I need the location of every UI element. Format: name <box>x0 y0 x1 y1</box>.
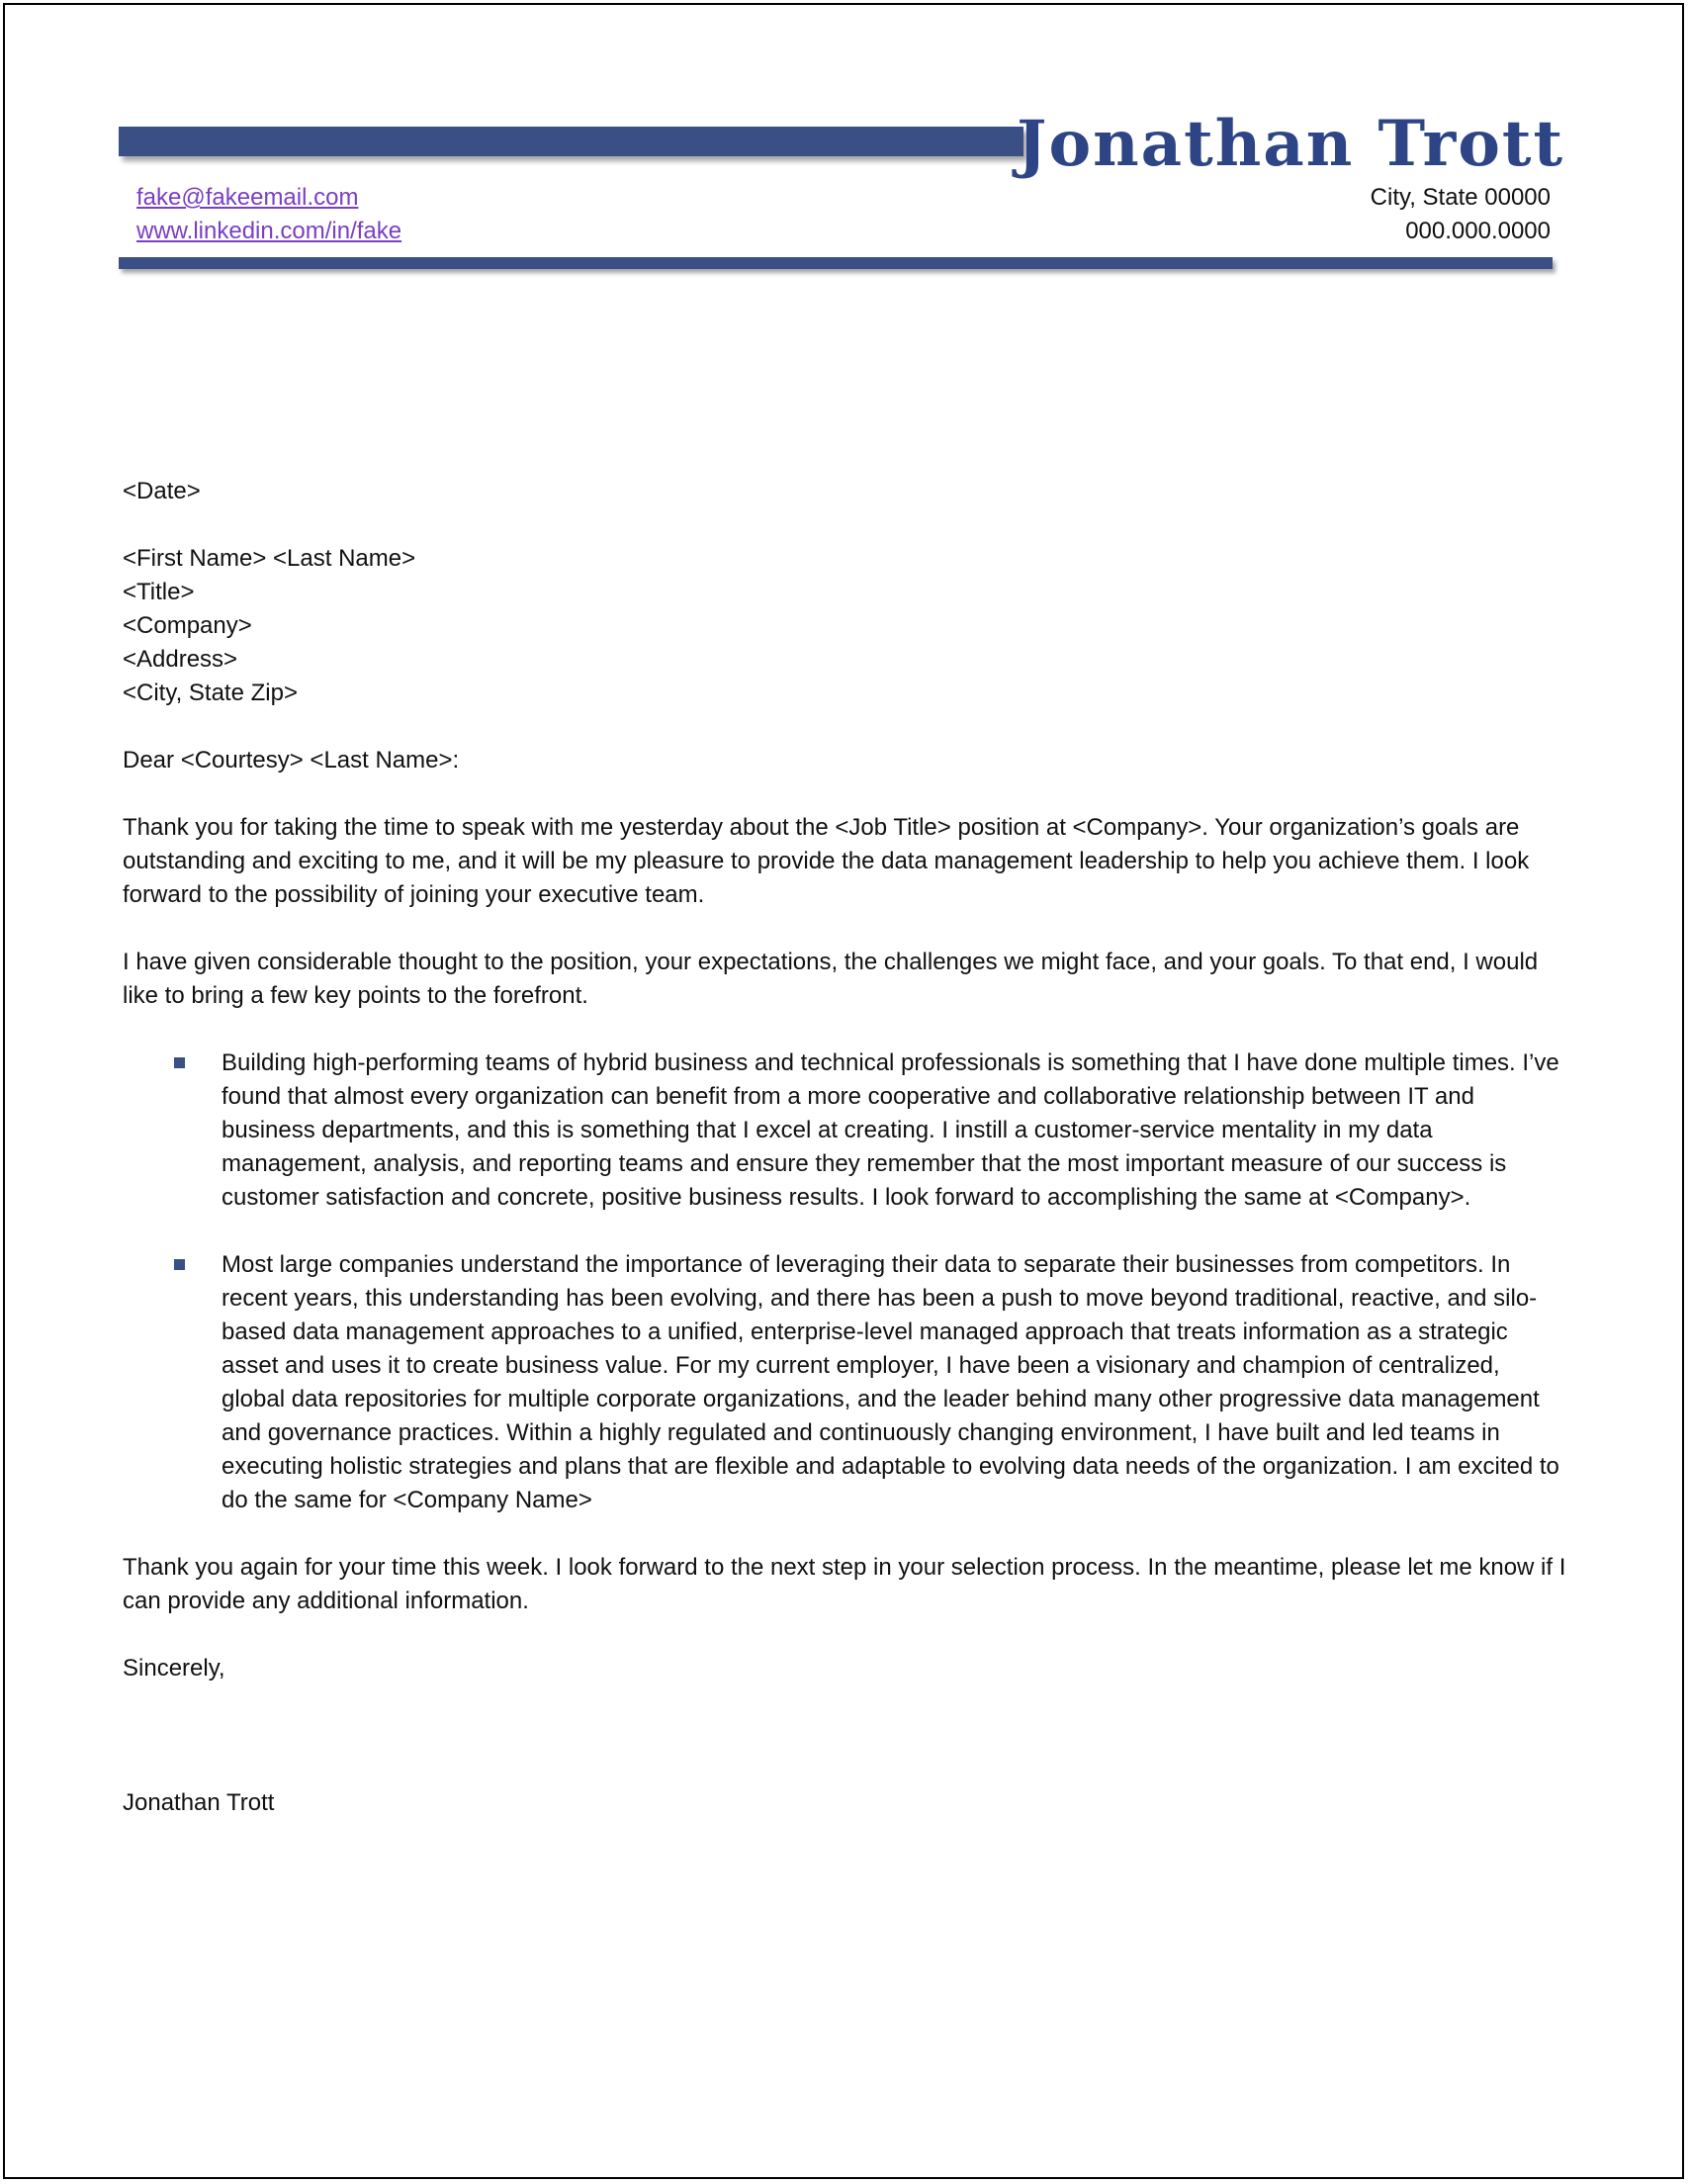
bullet-text: Most large companies understand the importance of leveraging their data to separate their businesses from competitors. In recent years, this understanding has been evolving, and there has been a push to move beyond traditional, reactive, and silo-based data management approaches to a unified, enterprise-level managed approach that treats information as a strategic asset and uses it to create business value. For my current employer, I have been a visionary and champion of centralized, global data repositories for multiple corporate organizations, and the leader behind many other progressive data management and governance practices. Within a highly regulated and continuously changing environment, I have built and led teams in executing holistic strategies and plans that are flexible and adaptable to evolving data needs of the organization. I am excited to do the same for <Company Name> <box>222 1251 1559 1513</box>
letter-body <box>123 475 1566 1854</box>
email-link[interactable]: fake@fakeemail.com <box>136 184 359 211</box>
signature-name: Jonathan Trott <box>123 1789 275 1816</box>
contact-details <box>1371 181 1551 248</box>
square-bullet-icon <box>174 1057 185 1068</box>
bullet-text: Building high-performing teams of hybrid business and technical professionals is something that I have done multiple times. I’ve found that almost every organization can benefit from a more cooperative and collaborative relationship between IT and business departments, and this is something that I excel at creating. I instill a customer-service mentality in my data management, analysis, and reporting teams and ensure they remember that the most important measure of our success is customer satisfaction and concrete, positive business results. I look forward to accomplishing the same at <Company>. <box>222 1049 1559 1211</box>
recipient-company: <Company> <box>123 612 252 639</box>
recipient-name: <First Name> <Last Name> <box>123 545 416 572</box>
list-item <box>222 1046 1566 1215</box>
header-bottom-bar <box>119 257 1553 269</box>
applicant-name: Jonathan Trott <box>1017 107 1564 181</box>
recipient-block <box>123 542 1566 710</box>
header-top-bar <box>119 127 1023 156</box>
contact-links <box>136 181 401 248</box>
recipient-address: <Address> <box>123 646 238 673</box>
phone-number: 000.000.0000 <box>1405 218 1551 244</box>
square-bullet-icon <box>174 1259 185 1270</box>
recipient-title: <Title> <box>123 579 195 605</box>
key-points-list <box>123 1046 1566 1517</box>
linkedin-link[interactable]: www.linkedin.com/in/fake <box>136 218 402 244</box>
closing-paragraph: Thank you again for your time this week. I look forward to the next step in your selection process. In the meantime, please let me know if I can provide any additional information. <box>123 1554 1566 1614</box>
salutation: Dear <Courtesy> <Last Name>: <box>123 747 460 774</box>
letter-date: <Date> <box>123 478 201 504</box>
closing: Sincerely, <box>123 1655 225 1682</box>
recipient-city-state-zip: <City, State Zip> <box>123 680 298 706</box>
city-state: City, State 00000 <box>1370 184 1551 211</box>
paragraph-intro: Thank you for taking the time to speak with me yesterday about the <Job Title> position at <Company>. Your organization’s goals are outstanding and exciting to me, and it will be my pleasure to provide the data management leadership to help you achieve them. I look forward to the possibility of joining your executive team. <box>123 814 1530 908</box>
paragraph-key-points: I have given considerable thought to the position, your expectations, the challenges we might face, and your goals. To that end, I would like to bring a few key points to the forefront. <box>123 949 1539 1009</box>
list-item <box>222 1248 1566 1517</box>
